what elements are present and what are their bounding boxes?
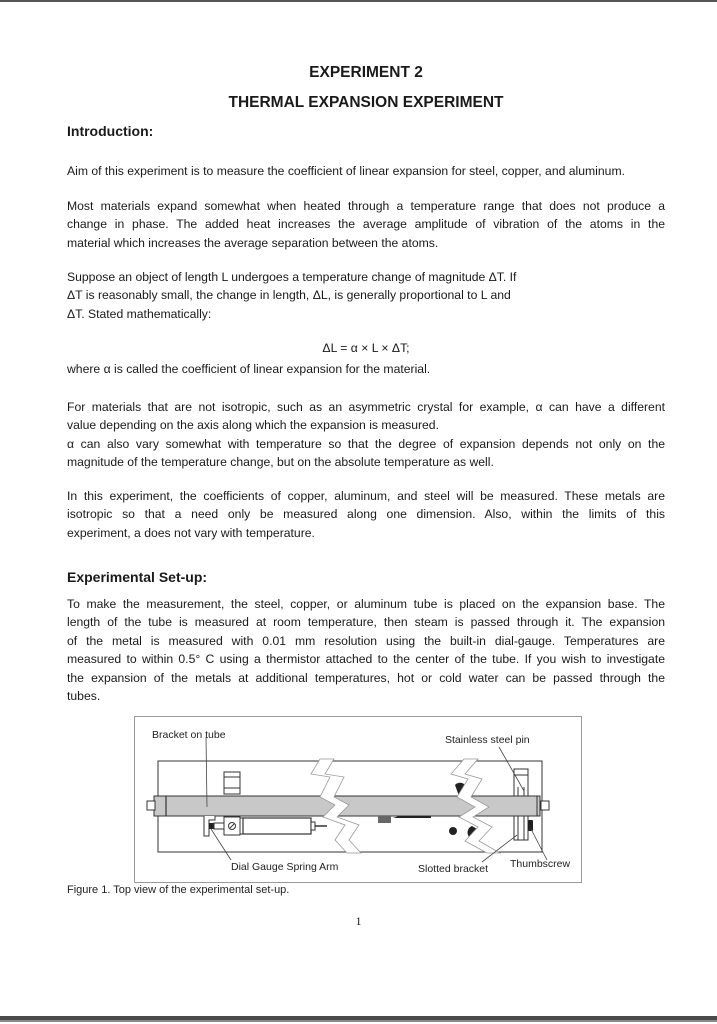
label-bracket-on-tube: Bracket on tube [152, 729, 226, 741]
setup-heading: Experimental Set-up: [67, 569, 208, 585]
text-line: magnitude of the temperature change, but on the absolute temperature as well. [67, 455, 494, 470]
thermistor [378, 816, 391, 823]
text-line: ΔT. Stated mathematically: [67, 306, 212, 321]
intro-paragraph-3 [67, 398, 665, 472]
text-line: α can also vary somewhat with temperature so that the degree of expansion depends not only on the [67, 436, 665, 451]
text-line: isotropic so that a need only be measured along one dimension. Also, within the limits of this [67, 507, 665, 522]
text-line: experiment, a does not vary with temperature. [67, 525, 315, 540]
text-line: the expansion of the metals at additional temperatures, hot or cold water can be passed through the [67, 670, 665, 685]
left-support [224, 772, 240, 794]
text-line: Most materials expand somewhat when heated through a temperature range that does not produce a [67, 199, 665, 213]
equation: ΔL = α × L × ΔT; [322, 341, 410, 355]
label-slotted-bracket: Slotted bracket [418, 863, 489, 875]
dial-gauge-body [243, 818, 311, 834]
label-stainless-steel-pin: Stainless steel pin [445, 734, 530, 746]
connector-left [449, 827, 457, 835]
setup-figure [134, 716, 582, 883]
aim-text: Aim of this experiment is to measure the coefficient of linear expansion for steel, copper, and aluminum. [67, 164, 625, 178]
intro-paragraph-4 [67, 487, 665, 542]
bottom-border-shadow [0, 1020, 717, 1022]
intro-paragraph-1 [67, 197, 665, 252]
text-line: material which increases the average separation between the atoms. [67, 235, 439, 250]
document-subtitle: THERMAL EXPANSION EXPERIMENT [228, 94, 504, 111]
aim-paragraph [67, 162, 665, 180]
figure-caption: Figure 1. Top view of the experimental set-up. [67, 884, 290, 896]
tube-end-right [541, 801, 549, 810]
equation-note [67, 360, 665, 378]
text-line: value depending on the axis along which the expansion is measured. [67, 418, 439, 433]
page-number: 1 [355, 914, 362, 928]
top-border [0, 0, 717, 2]
slotted-bracket [514, 816, 528, 840]
setup-paragraph [67, 595, 665, 705]
text-line: ΔT is reasonably small, the change in length, ΔL, is generally proportional to L and [67, 288, 511, 303]
text-line: To make the measurement, the steel, copper, or aluminum tube is placed on the expansion base. The [67, 597, 665, 611]
text-line: length of the tube is measured at room temperature, then steam is passed through it. The expansion [67, 615, 665, 630]
introduction-heading: Introduction: [67, 123, 154, 139]
text-line: In this experiment, the coefficients of copper, aluminum, and steel will be measured. These metals are [67, 489, 665, 503]
label-thumbscrew: Thumbscrew [510, 858, 571, 870]
text-line: of the metal is measured with 0.01 mm resolution using the built-in dial-gauge. Temperatures are [67, 633, 665, 648]
label-dial-gauge-spring-arm: Dial Gauge Spring Arm [231, 861, 339, 873]
text-line: Suppose an object of length L undergoes a temperature change of magnitude ΔT. If [67, 270, 517, 284]
text-line: measured to within 0.5° C using a thermistor attached to the center of the tube. If you wish to investigate [67, 652, 665, 667]
text-line: tubes. [67, 689, 101, 704]
text-line: For materials that are not isotropic, such as an asymmetric crystal for example, α can have a different [67, 400, 665, 414]
text-line: change in phase. The added heat increases the average amplitude of vibration of the atoms in the [67, 217, 665, 232]
document-title: EXPERIMENT 2 [309, 64, 423, 81]
text-line: where α is called the coefficient of linear expansion for the material. [67, 362, 431, 376]
intro-paragraph-2 [67, 268, 665, 323]
right-support-top [514, 769, 528, 796]
tube-end-left [147, 801, 155, 810]
thumbscrew-shape [528, 820, 533, 831]
